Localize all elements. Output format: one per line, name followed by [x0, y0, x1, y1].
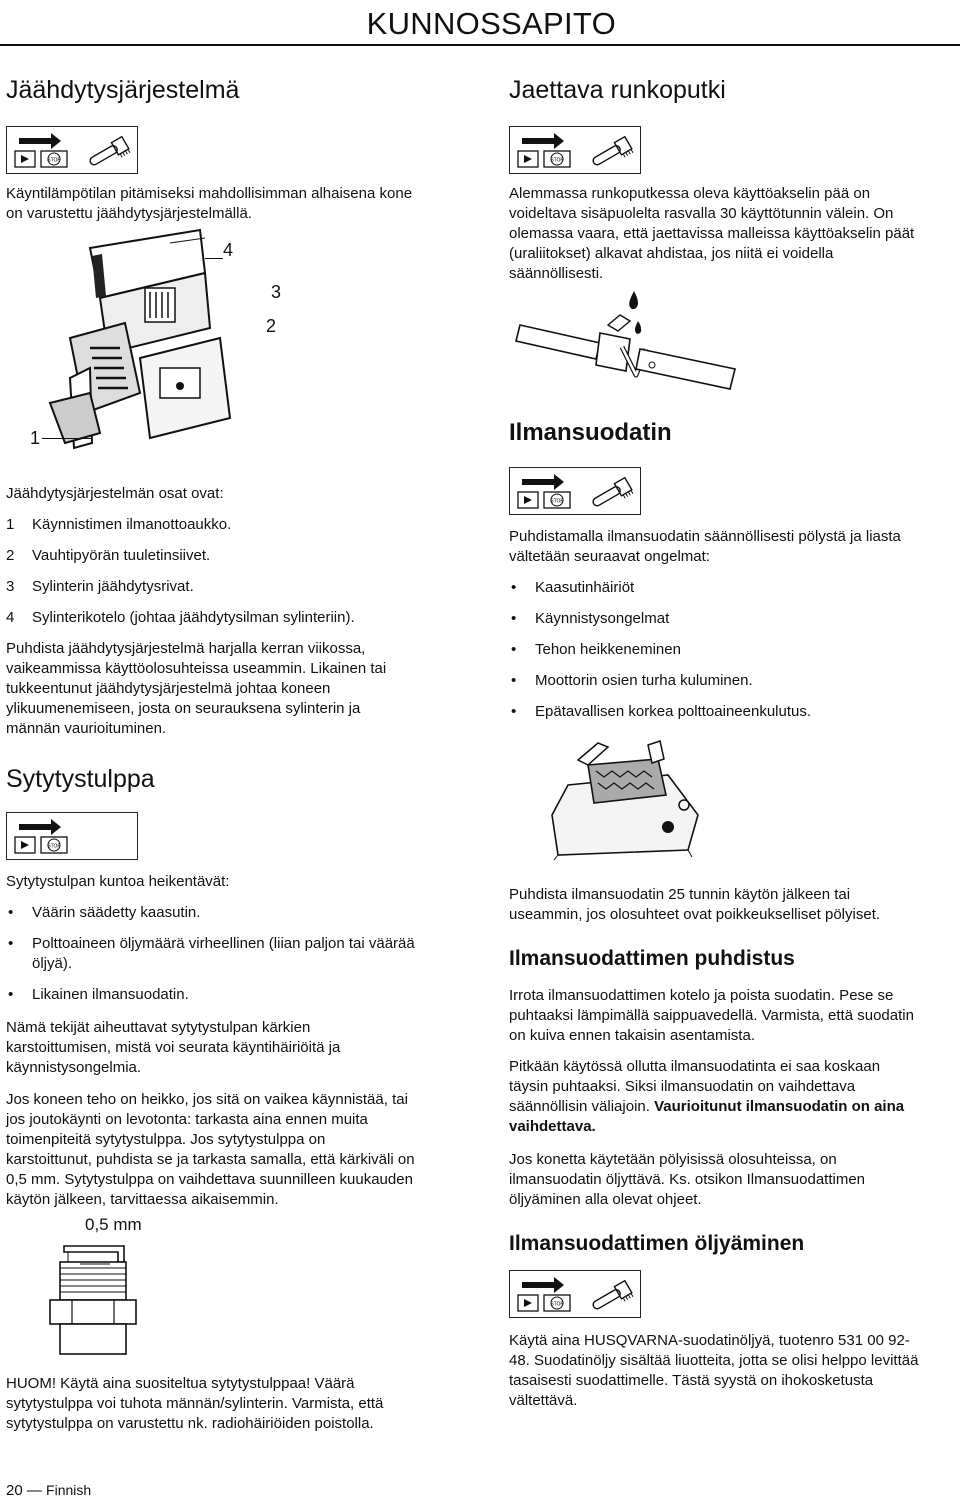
filter-oiling-text: Käytä aina HUSQVARNA-suodatinöljyä, tuotenro 531 00 92- 48. Suodatinöljy sisältää liuotteita, jotta se olisi helppo levittää tasaisesti suodattimelle. Tästä syystä on ihokosketusta vältettävä. — [509, 1332, 919, 1409]
list-item: • Käynnistysongelmat — [509, 609, 959, 629]
callout-4: 4 — [223, 240, 234, 260]
start-button-icon — [518, 1295, 538, 1311]
cooling-advice: Puhdista jäähdytysjärjestelmä harjalla kerran viikossa, vaikeammissa käyttöolosuhteissa useammin. Likainen tai tukkeentunut jäähdytysjärjestelmä johtaa koneen ylikuumenemiseen, josta on seurauksena sylinterin ja männän vaurioituminen. — [6, 640, 387, 737]
cooling-title: Jäähdytysjärjestelmä — [6, 76, 240, 104]
spark-plug-note: HUOM! Käytä aina suositeltua sytytystulppaa! Väärä sytytystulppa voi tuhota männän/sylinterin. Varmista, että sytytystulppa on varustettu nk. radiohäiriöiden poistolla. — [6, 1375, 384, 1432]
list-item: • Polttoaineen öljymäärä virheellinen (liian paljon tai väärää öljyä). — [6, 934, 476, 974]
cooling-intro: Käyntilämpötilan pitämiseksi mahdollisimman alhaisena kone on varustettu jäähdytysjärjestelmällä. — [6, 185, 413, 222]
list-item: • Epätavallisen korkea polttoaineenkulutus. — [509, 702, 959, 722]
shaft-toolbox — [509, 126, 641, 174]
list-item: 1 Käynnistimen ilmanottoaukko. — [6, 516, 232, 533]
cooling-parts-heading: Jäähdytysjärjestelmän osat ovat: — [6, 485, 224, 502]
start-button-icon — [518, 492, 538, 508]
spark-plug-illustration — [20, 1238, 150, 1358]
callout-1: 1 — [30, 428, 41, 448]
brush-icon — [590, 478, 634, 514]
page-number: 20 — [6, 1482, 23, 1499]
page-header-title: KUNNOSSAPITO — [366, 6, 616, 41]
spark-plug-toolbox — [6, 812, 138, 860]
spark-plug-intro: Sytytystulpan kuntoa heikentävät: — [6, 873, 230, 890]
stop-label: STOP — [550, 498, 564, 505]
spark-plug-title: Sytytystulppa — [6, 765, 155, 793]
shaft-text: Alemmassa runkoputkessa oleva käyttöakselin pää on voideltava sisäpuolelta rasvalla 30 käyttötunnin välein. On olemassa vaara, että jaettavissa malleissa käyttöakselin päät (uraliitokset) alkavat ahdistaa, jos niitä ei voidella säännöllisesti. — [509, 185, 915, 282]
arrow-icon — [522, 1277, 564, 1293]
brush-icon — [590, 1281, 634, 1317]
air-filter-toolbox — [509, 467, 641, 515]
callout-3: 3 — [271, 282, 282, 302]
stop-button-icon — [41, 837, 67, 853]
list-item: • Likainen ilmansuodatin. — [6, 985, 476, 1005]
start-button-icon — [15, 837, 35, 853]
shaft-title: Jaettava runkoputki — [509, 76, 726, 104]
cooling-parts-list — [6, 515, 476, 639]
spark-plug-causes — [6, 903, 476, 1016]
stop-label: STOP — [47, 843, 61, 850]
footer-dash: — — [26, 1482, 42, 1499]
header-rule — [0, 44, 960, 46]
air-filter-intro: Puhdistamalla ilmansuodatin säännöllisesti pölystä ja liasta vältetään seuraavat ongelmat: — [509, 528, 901, 565]
spark-plug-para1: Nämä tekijät aiheuttavat sytytystulpan kärkien karstoittumisen, mistä voi seurata käyntihäiriöitä ja käynnistysongelmia. — [6, 1019, 341, 1076]
filter-cleaning-title: Ilmansuodattimen puhdistus — [509, 947, 795, 970]
stop-button-icon — [544, 151, 570, 167]
spark-gap-label: 0,5 mm — [85, 1215, 142, 1234]
filter-oiling-toolbox — [509, 1270, 641, 1318]
arrow-icon — [19, 819, 61, 835]
stop-button-icon — [41, 151, 67, 167]
filter-oiling-title: Ilmansuodattimen öljyäminen — [509, 1232, 805, 1255]
brush-icon — [590, 137, 634, 173]
footer-language: Finnish — [46, 1482, 92, 1498]
brush-icon — [87, 137, 131, 173]
spark-plug-para2: Jos koneen teho on heikko, jos sitä on vaikea käynnistää, tai jos joutokäynti on levotonta: tarkasta aina ennen muita toimenpiteitä sytytystulppa. Jos sytytystulppa on karstoittunut, puhdista se ja tarkasta samalla, että kärkiväli on 0,5 mm. Sytytystulppa on vaihdettava suunnilleen kuukauden käytön jälkeen, tarvittaessa aikaisemmin. — [6, 1091, 415, 1208]
arrow-icon — [522, 133, 564, 149]
start-button-icon — [518, 151, 538, 167]
stop-button-icon — [544, 492, 570, 508]
stop-label: STOP — [47, 157, 61, 164]
page-footer — [6, 1482, 91, 1499]
list-item: • Tehon heikkeneminen — [509, 640, 959, 660]
list-item: 4 Sylinterikotelo (johtaa jäähdytysilman sylinteriin). — [6, 609, 355, 626]
callout-2: 2 — [266, 316, 277, 336]
list-item: • Väärin säädetty kaasutin. — [6, 903, 476, 923]
stop-label: STOP — [550, 157, 564, 164]
arrow-icon — [522, 474, 564, 490]
cooling-system-illustration — [30, 218, 300, 458]
air-filter-problems — [509, 578, 959, 733]
filter-cleaning-para3: Jos konetta käytetään pölyisissä olosuhteissa, on ilmansuodatin öljyttävä. Ks. otsikon Ilmansuodattimen öljyäminen alla olevat ohjeet. — [509, 1151, 866, 1208]
air-filter-illustration — [548, 735, 708, 860]
callout-4-leader — [205, 258, 223, 259]
air-filter-title: Ilmansuodatin — [509, 419, 672, 446]
list-item: • Moottorin osien turha kuluminen. — [509, 671, 959, 691]
arrow-icon — [19, 133, 61, 149]
shaft-illustration — [510, 285, 740, 400]
list-item: • Kaasutinhäiriöt — [509, 578, 959, 598]
filter-cleaning-para1: Irrota ilmansuodattimen kotelo ja poista suodatin. Pese se puhtaaksi lämpimällä saippuavedellä. Varmista, että suodatin on kuiva ennen takaisin asentamista. — [509, 987, 914, 1044]
list-item: 2 Vauhtipyörän tuuletinsiivet. — [6, 547, 211, 564]
stop-label: STOP — [550, 1301, 564, 1308]
start-button-icon — [15, 151, 35, 167]
maintenance-toolbox — [6, 126, 138, 174]
stop-button-icon — [544, 1295, 570, 1311]
list-item: 3 Sylinterin jäähdytysrivat. — [6, 578, 194, 595]
air-filter-interval: Puhdista ilmansuodatin 25 tunnin käytön jälkeen tai useammin, jos olosuhteet ovat poikkeukselliset pölyiset. — [509, 886, 881, 923]
filter-cleaning-para2: Pitkään käytössä ollutta ilmansuodatinta ei saa koskaan täysin puhtaaksi. Siksi ilmansuodatin on vaihdettava säännöllisin väliajoin. Vaurioitunut ilmansuodatin on aina vaihdettava. — [509, 1058, 905, 1135]
callout-1-leader — [42, 438, 92, 439]
